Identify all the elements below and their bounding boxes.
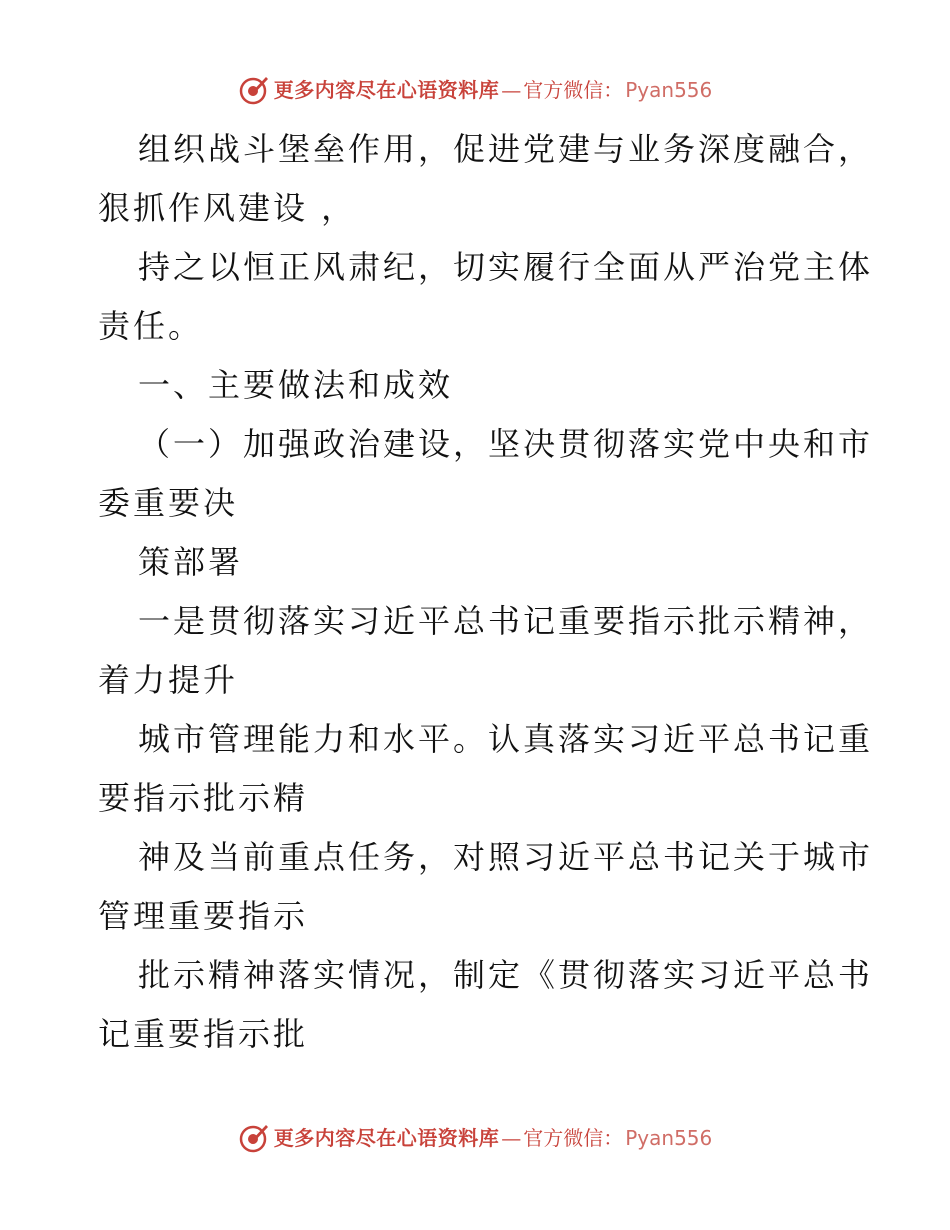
section-heading: 一、主要做法和成效 [138, 366, 454, 404]
body-line-10: 着力提升 [98, 661, 239, 699]
brush-logo-icon [238, 1122, 270, 1154]
footer-banner-dash: — [501, 1126, 522, 1150]
footer-banner-main-text: 更多内容尽在心语资料库 [273, 1126, 500, 1150]
header-banner-dash: — [501, 78, 522, 102]
body-line-12: 要指示批示精 [98, 779, 309, 817]
body-line-13: 神及当前重点任务，对照习近平总书记关于城市 [138, 838, 874, 876]
footer-banner [0, 1118, 950, 1158]
footer-banner-label: 官方微信： [523, 1126, 624, 1150]
brush-logo-icon [238, 74, 270, 106]
header-banner-id: Pyan556 [625, 78, 713, 102]
body-line-7: 委重要决 [98, 484, 239, 522]
body-line-15: 批示精神落实情况，制定《贯彻落实习近平总书 [138, 956, 874, 994]
header-banner-main-text: 更多内容尽在心语资料库 [273, 78, 500, 102]
body-line-16: 记重要指示批 [98, 1015, 309, 1053]
body-line-2: 狠抓作风建设 ， [98, 189, 357, 227]
subsection-heading: （一）加强政治建设，坚决贯彻落实党中央和市 [138, 425, 874, 463]
body-line-1: 组织战斗堡垒作用，促进党建与业务深度融合， [138, 130, 874, 168]
body-line-9: 一是贯彻落实习近平总书记重要指示批示精神， [138, 602, 874, 640]
body-line-4: 责任。 [98, 307, 204, 345]
body-line-14: 管理重要指示 [98, 897, 309, 935]
body-line-11: 城市管理能力和水平。认真落实习近平总书记重 [138, 720, 874, 758]
footer-banner-id: Pyan556 [625, 1126, 713, 1150]
header-banner [0, 70, 950, 110]
body-line-3: 持之以恒正风肃纪，切实履行全面从严治党主体 [138, 248, 874, 286]
header-banner-label: 官方微信： [523, 78, 624, 102]
body-text [98, 120, 874, 1064]
body-line-8: 策部署 [138, 543, 244, 581]
